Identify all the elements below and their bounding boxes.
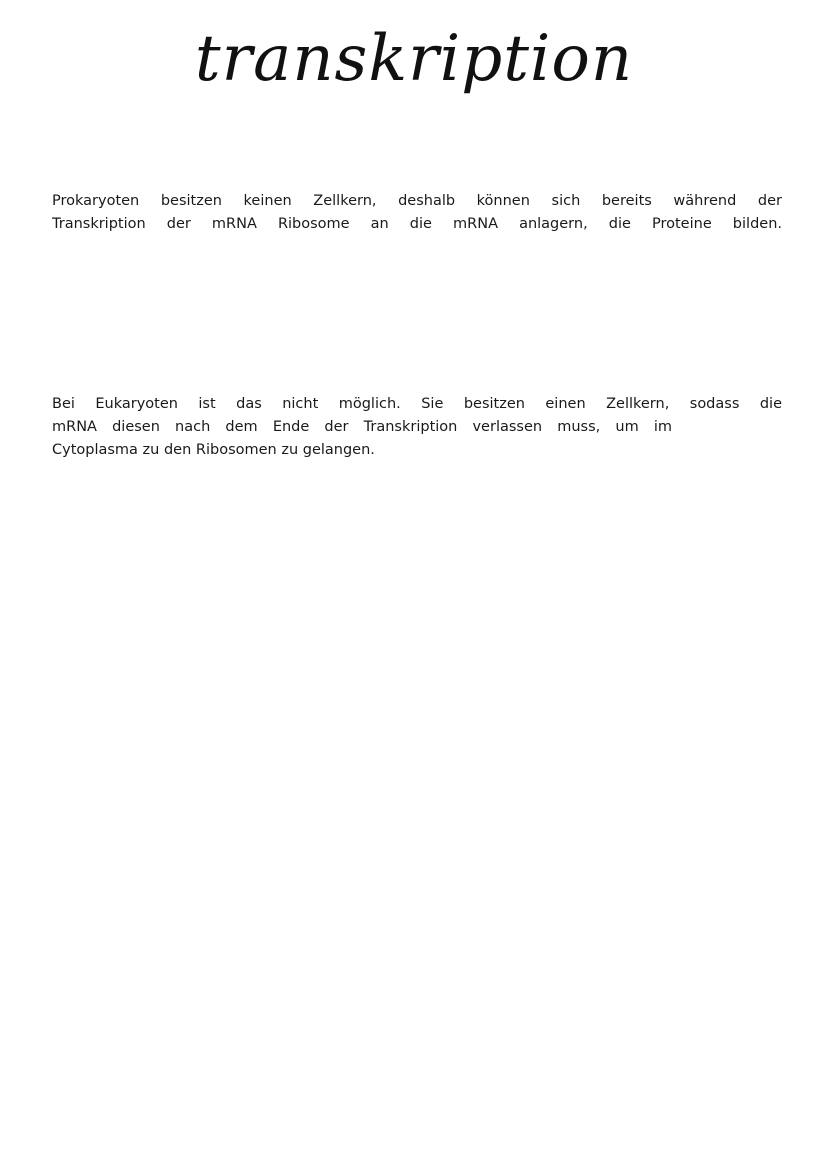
- text-line: Cytoplasma zu den Ribosomen zu gelangen.: [52, 442, 375, 458]
- text-line: Bei Eukaryoten ist das nicht möglich. Sie besitzen einen Zellkern, sodass die: [52, 396, 782, 412]
- page-title: transkription: [194, 22, 634, 96]
- paragraph-prokaryoten: [52, 190, 782, 236]
- text-line: Prokaryoten besitzen keinen Zellkern, deshalb können sich bereits während der: [52, 193, 782, 209]
- text-line: mRNA diesen nach dem Ende der Transkription verlassen muss, um im: [52, 419, 672, 435]
- paragraph-eukaryoten: [52, 393, 782, 462]
- text-line: Transkription der mRNA Ribosome an die mRNA anlagern, die Proteine bilden.: [52, 216, 782, 232]
